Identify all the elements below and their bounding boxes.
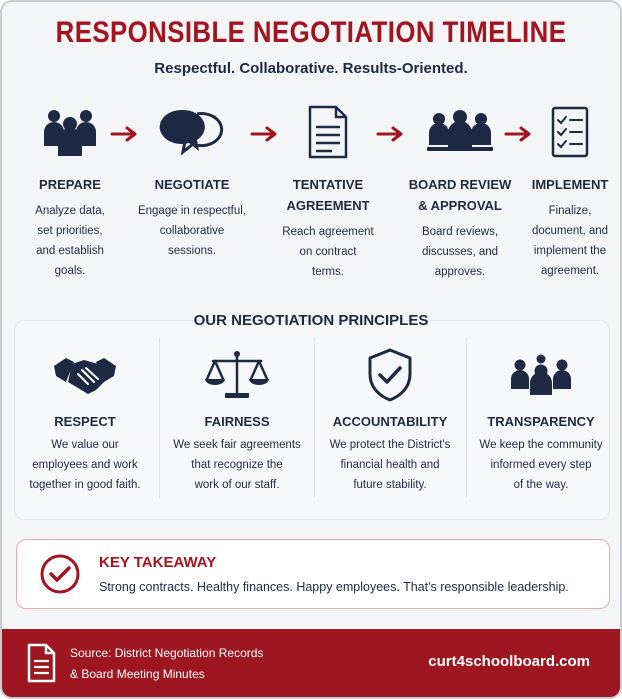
website-link[interactable]: curt4schoolboard.com	[428, 653, 590, 670]
document-icon	[26, 643, 56, 688]
principle-description: We value our employees and work together in good faith.	[29, 439, 141, 491]
step-description: Finalize, document, and implement the agreement.	[531, 205, 609, 277]
step-negotiate	[132, 102, 252, 261]
principle-label: ACCOUNTABILITY	[332, 414, 448, 429]
check-circle-icon	[39, 553, 81, 600]
principle-label: RESPECT	[54, 414, 116, 429]
step-label: TENTATIVE AGREEMENT	[286, 177, 370, 213]
principle-accountability	[315, 340, 465, 495]
key-takeaway-box	[16, 539, 610, 609]
principle-description: We seek fair agreements that recognize the work of our staff.	[173, 439, 301, 491]
step-label: NEGOTIATE	[154, 177, 230, 192]
principles-title: OUR NEGOTIATION PRINCIPLES	[193, 312, 429, 329]
scales-icon	[162, 340, 312, 410]
principle-transparency	[466, 340, 616, 495]
principle-description: We protect the District's financial health and future stability.	[329, 439, 451, 491]
community-icon	[466, 340, 616, 410]
checklist-icon	[514, 102, 622, 162]
shield-check-icon	[315, 340, 465, 410]
principle-respect	[10, 340, 160, 495]
page-title: RESPONSIBLE NEGOTIATION TIMELINE	[55, 16, 567, 49]
footer	[2, 629, 620, 699]
step-label: PREPARE	[39, 177, 101, 192]
source-note: Source: District Negotiation Records & Board Meeting Minutes	[70, 646, 264, 681]
step-tentative-agreement	[268, 102, 388, 282]
step-description: Board reviews, discusses, and approves.	[421, 226, 499, 278]
board-group-icon	[400, 102, 520, 162]
page-subtitle: Respectful. Collaborative. Results-Oriented.	[154, 60, 468, 77]
step-implement	[514, 102, 622, 281]
principle-description: We keep the community informed every step of the way.	[479, 439, 603, 491]
takeaway-title: KEY TAKEAWAY	[99, 554, 217, 571]
principle-label: TRANSPARENCY	[487, 414, 595, 429]
step-board-review	[400, 102, 520, 282]
timeline	[10, 102, 616, 292]
principle-fairness	[162, 340, 312, 495]
step-description: Analyze data, set priorities, and establish goals.	[35, 205, 105, 277]
step-label: IMPLEMENT	[531, 177, 609, 192]
step-description: Reach agreement on contract terms.	[282, 226, 374, 278]
principle-label: FAIRNESS	[204, 414, 270, 429]
handshake-icon	[10, 340, 160, 410]
step-label: BOARD REVIEW & APPROVAL	[408, 177, 512, 213]
takeaway-text: Strong contracts. Healthy finances. Happy employees. That's responsible leadership.	[99, 580, 569, 594]
speech-bubbles-icon	[132, 102, 252, 162]
step-description: Engage in respectful, collaborative sessions.	[137, 205, 247, 257]
document-icon	[268, 102, 388, 162]
